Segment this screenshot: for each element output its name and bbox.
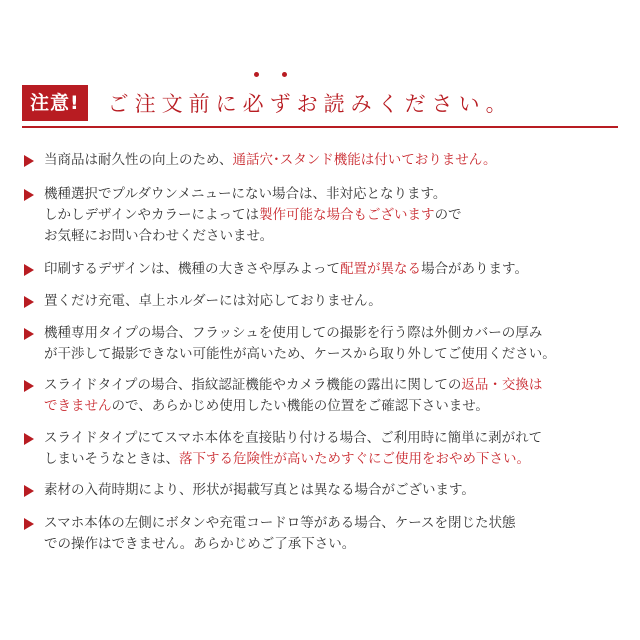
triangle-bullet-icon — [24, 433, 34, 445]
text-segment: スマホ本体の左側にボタンや充電コードロ等がある場合、ケースを閉じた状態 での操作はできません。あらかじめご了承下さい。 — [44, 515, 516, 552]
triangle-bullet-icon — [24, 518, 34, 530]
notice-text — [44, 184, 462, 247]
highlighted-text: 返品・交換は できません — [44, 377, 543, 414]
caution-badge: 注意! — [22, 85, 88, 121]
notice-item — [24, 375, 624, 417]
notice-item — [24, 480, 624, 501]
notice-text — [44, 428, 542, 470]
text-segment: 当商品は耐久性の向上のため、 — [44, 152, 233, 168]
headline-text: ご注文前に必ずお読みください。 — [107, 92, 513, 116]
emphasis-dot-icon — [282, 72, 287, 77]
triangle-bullet-icon — [24, 296, 34, 308]
notice-text — [44, 259, 528, 280]
triangle-bullet-icon — [24, 189, 34, 201]
notice-item — [24, 259, 624, 280]
notice-text — [44, 291, 382, 312]
notice-item — [24, 323, 624, 365]
notice-item — [24, 184, 624, 247]
text-segment: スライドタイプの場合、指紋認証機能やカメラ機能の露出に関しての — [44, 377, 462, 393]
notice-text — [44, 480, 475, 501]
notice-text — [44, 150, 497, 171]
notice-text — [44, 375, 542, 417]
notice-text — [44, 323, 556, 365]
notice-item — [24, 428, 624, 470]
highlighted-text: 製作可能な場合もございます — [259, 207, 435, 223]
text-segment: 素材の入荷時期により、形状が掲載写真とは異なる場合がございます。 — [44, 482, 475, 498]
emphasis-dot-icon — [254, 72, 259, 77]
highlighted-text: 配置が異なる — [340, 261, 422, 277]
text-segment: ので お気軽にお問い合わせくださいませ。 — [44, 207, 462, 244]
notice-header — [22, 84, 513, 122]
triangle-bullet-icon — [24, 328, 34, 340]
text-segment: 機種専用タイプの場合、フラッシュを使用しての撮影を行う際は外側カバーの厚み が干渉して撮影できない可能性が高いため、ケースから取り外してご使用ください。 — [44, 325, 556, 362]
headline — [108, 88, 513, 118]
notice-list — [24, 150, 624, 567]
highlighted-text: 通話穴･スタンド機能は付いておりません。 — [232, 152, 497, 168]
triangle-bullet-icon — [24, 264, 34, 276]
notice-item — [24, 513, 624, 555]
text-segment: ので、あらかじめ使用したい機能の位置をご確認下さいませ。 — [111, 398, 489, 414]
text-segment: 場合があります。 — [421, 261, 528, 277]
notice-item — [24, 291, 624, 312]
text-segment: 置くだけ充電、卓上ホルダーには対応しておりません。 — [44, 293, 382, 309]
header-divider — [22, 126, 618, 128]
notice-text — [44, 513, 516, 555]
triangle-bullet-icon — [24, 485, 34, 497]
notice-item — [24, 150, 624, 171]
text-segment: 印刷するデザインは、機種の大きさや厚みよって — [44, 261, 341, 277]
text-segment: スライドタイプにてスマホ本体を直接貼り付ける場合、ご利用時に簡単に剥がれて しまいそうなときは、 — [44, 430, 543, 467]
triangle-bullet-icon — [24, 155, 34, 167]
triangle-bullet-icon — [24, 380, 34, 392]
text-segment: 機種選択でプルダウンメニューにない場合は、非対応となります。 しかしデザインやカラーによっては — [44, 186, 447, 223]
highlighted-text: 落下する危険性が高いためすぐにご使用をおやめ下さい。 — [179, 451, 530, 467]
